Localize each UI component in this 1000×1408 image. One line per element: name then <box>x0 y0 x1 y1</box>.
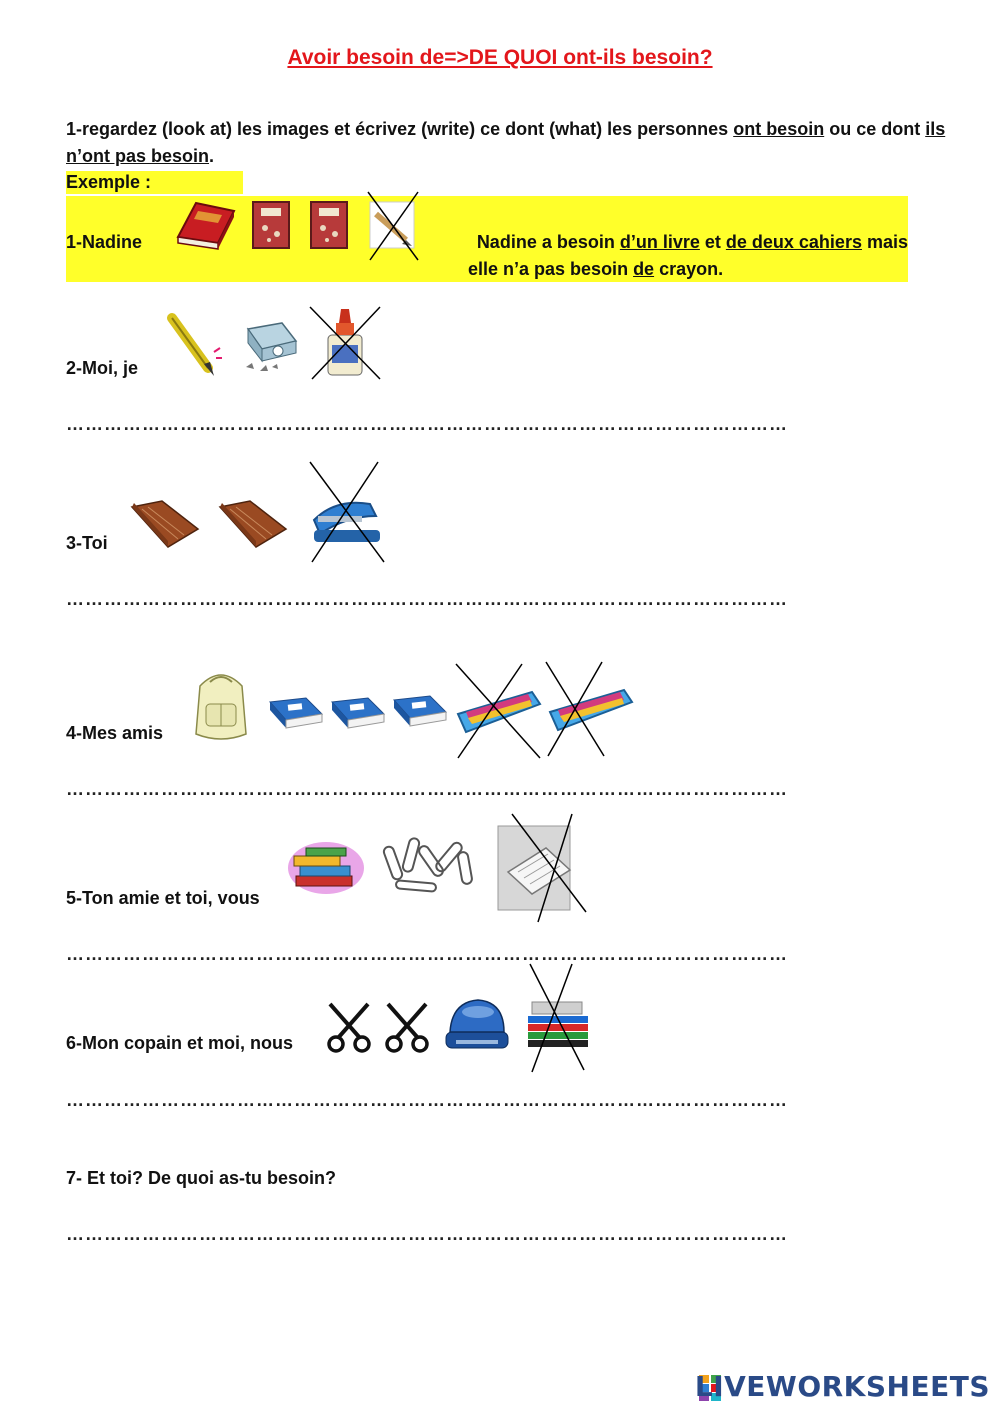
folder-icon <box>128 495 202 551</box>
instruction-text: 1-regardez (look at) les images et écrivez (write) ce dont (what) les personnes <box>66 119 734 139</box>
sharpener-icon <box>240 315 302 377</box>
instruction-text-2: ou ce dont <box>824 119 926 139</box>
hole-punch-icon <box>442 994 512 1054</box>
liveworksheets-brand[interactable]: LIVEWORKSHEETS <box>694 1370 990 1403</box>
page-title: Avoir besoin de=>DE QUOI ont-ils besoin? <box>287 46 713 69</box>
pencil-case-icon <box>452 662 544 760</box>
backpack-icon <box>186 664 256 744</box>
folder-icon <box>216 495 290 551</box>
example-answer-line2: elle n’a pas besoin de crayon. <box>468 259 724 279</box>
item-5-subject: 5-Ton amie et toi, vous <box>66 888 260 908</box>
instruction-end: . <box>209 146 215 166</box>
item-3-subject: 3-Toi <box>66 533 108 553</box>
answer-line-2[interactable]: …………………………………………………………………………………………………… <box>66 414 788 434</box>
notebook-icon <box>309 200 349 250</box>
eraser-icon <box>328 694 388 734</box>
books-icon <box>286 838 366 898</box>
example-label: Exemple : <box>66 171 243 194</box>
pen-icon <box>162 312 222 378</box>
question-7: 7- Et toi? De quoi as-tu besoin? <box>66 1168 336 1188</box>
answer-line-4[interactable]: …………………………………………………………………………………………………… <box>66 779 788 799</box>
eraser-icon <box>266 694 326 734</box>
instruction <box>66 116 946 170</box>
item-2-subject: 2-Moi, je <box>66 358 139 378</box>
scissors-icon <box>326 1002 372 1054</box>
answer-line-6[interactable]: …………………………………………………………………………………………………… <box>66 1090 788 1110</box>
example-subject: 1-Nadine <box>66 232 143 252</box>
pencil-case-icon <box>544 660 636 758</box>
answer-line-7[interactable]: …………………………………………………………………………………………………… <box>66 1224 788 1244</box>
scissors-icon <box>384 1002 430 1054</box>
paper-clips-icon <box>382 832 486 898</box>
stapler-icon <box>306 460 386 564</box>
example-answer-line1: Nadine a besoin d’un livre et de deux cahiers mais <box>476 232 908 252</box>
instruction-nont-pas-besoin: ils n’ont pas besoin <box>66 119 946 166</box>
item-4-subject: 4-Mes amis <box>66 723 164 743</box>
glue-icon <box>306 305 384 381</box>
answer-line-3[interactable]: …………………………………………………………………………………………………… <box>66 589 788 609</box>
instruction-ont-besoin: ont besoin <box>733 119 825 139</box>
eraser-icon <box>390 692 450 732</box>
book-icon <box>174 197 238 251</box>
notepad-icon <box>494 812 590 924</box>
notebook-icon <box>251 200 291 250</box>
markers-icon <box>522 962 592 1074</box>
item-6-subject: 6-Mon copain et moi, nous <box>66 1033 294 1053</box>
answer-line-5[interactable]: …………………………………………………………………………………………………… <box>66 944 788 964</box>
